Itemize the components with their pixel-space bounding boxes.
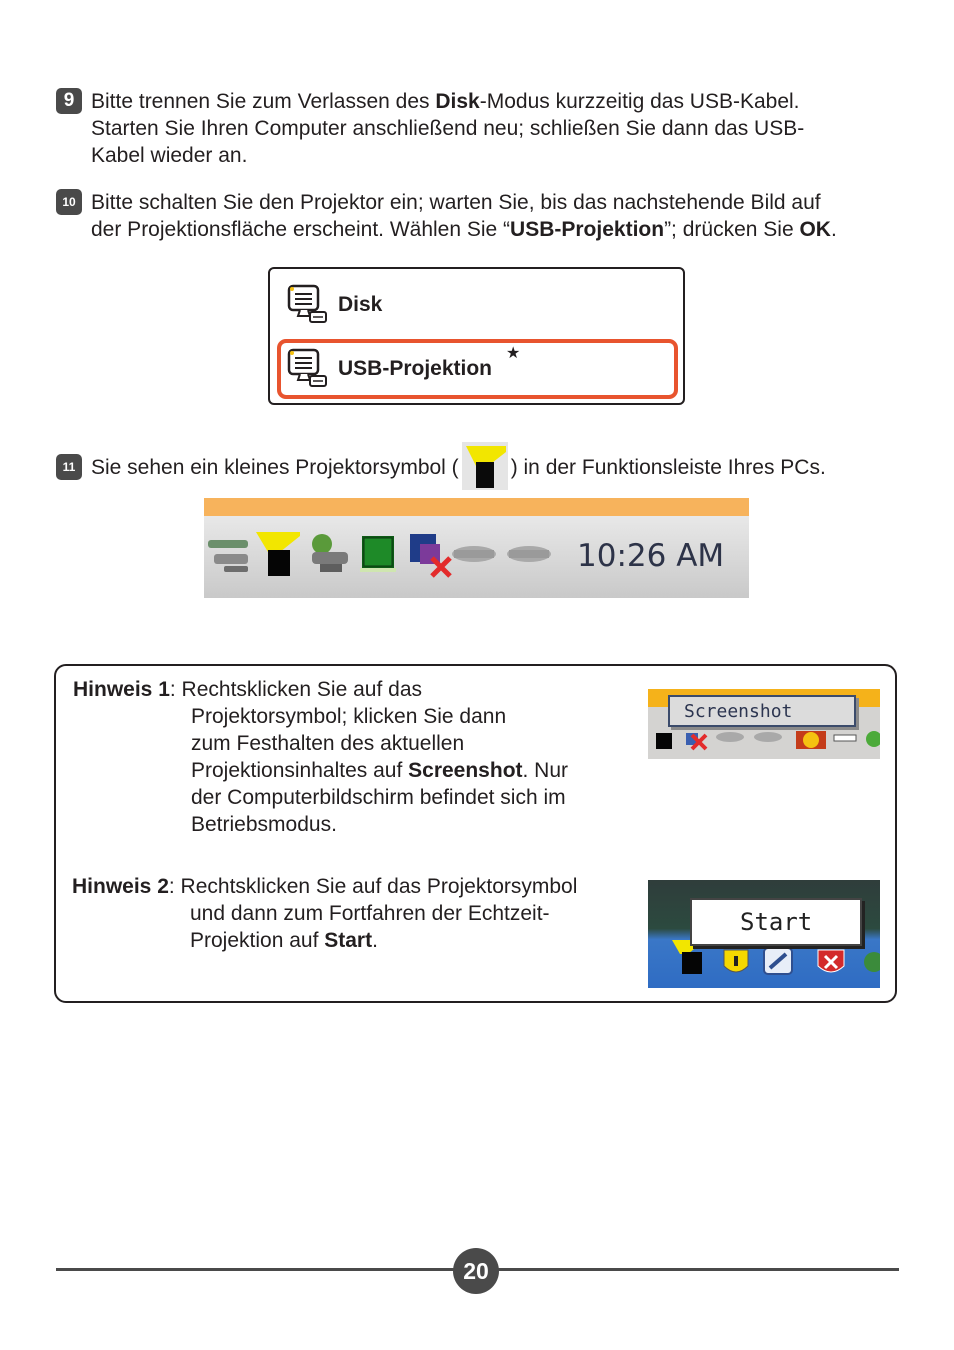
projector-tray-icon bbox=[462, 442, 508, 490]
start-menu-item[interactable]: Start bbox=[690, 898, 862, 946]
screenshot-menu-image bbox=[648, 689, 880, 759]
bold-term: Start bbox=[324, 929, 373, 952]
clock: 10:26 AM bbox=[577, 538, 725, 574]
menu-item-label: Disk bbox=[338, 293, 383, 316]
text-segment: ”; drücken Sie bbox=[664, 218, 800, 241]
text-segment: : Rechtsklicken Sie auf das bbox=[169, 678, 422, 701]
menu-item-usb-projektion[interactable] bbox=[286, 347, 492, 391]
step-number-badge: 11 bbox=[56, 454, 82, 480]
step-11 bbox=[56, 454, 896, 481]
network-icon bbox=[208, 540, 248, 572]
text-line: Kabel wieder an. bbox=[91, 144, 248, 167]
bold-term: OK bbox=[799, 218, 831, 241]
text-segment: Projektionsinhaltes auf bbox=[191, 759, 409, 782]
drive-icon bbox=[452, 546, 551, 562]
text-line: Projektorsymbol; klicken Sie dann bbox=[191, 705, 507, 728]
step-text bbox=[91, 88, 896, 169]
step-text bbox=[91, 189, 896, 243]
step-9 bbox=[56, 88, 896, 169]
projector-icon bbox=[256, 532, 300, 576]
text-line: Starten Sie Ihren Computer anschließend neu; schließen Sie dann das USB- bbox=[91, 117, 805, 140]
text-line: und dann zum Fortfahren der Echtzeit- bbox=[190, 902, 550, 925]
bold-term: Screenshot bbox=[408, 759, 523, 782]
taskbar-screenshot bbox=[204, 498, 749, 598]
step-number-badge: 10 bbox=[56, 189, 82, 215]
text-segment: -Modus kurzzeitig das USB-Kabel. bbox=[479, 90, 800, 113]
hint-label: Hinweis 1 bbox=[73, 678, 170, 701]
text-segment: : Rechtsklicken Sie auf das Projektorsymbol bbox=[168, 875, 578, 898]
step-number-badge: 9 bbox=[56, 88, 82, 114]
monitor-usb-icon bbox=[286, 347, 330, 391]
bold-term: Disk bbox=[435, 90, 480, 113]
display-error-icon bbox=[410, 534, 450, 576]
text-segment: . Nur bbox=[522, 759, 569, 782]
star-icon: ★ bbox=[506, 345, 521, 362]
text-segment: Bitte trennen Sie zum Verlassen des bbox=[91, 90, 436, 113]
screenshot-menu-item[interactable]: Screenshot bbox=[668, 695, 856, 727]
menu-item-disk[interactable] bbox=[286, 283, 382, 327]
start-menu-image bbox=[648, 880, 880, 988]
text-segment: der Projektionsfläche erscheint. Wählen Sie “ bbox=[91, 218, 511, 241]
hint-1 bbox=[73, 676, 633, 838]
taskbar-top-strip bbox=[204, 498, 749, 516]
text-line: zum Festhalten des aktuellen bbox=[191, 732, 465, 755]
page-number: 20 bbox=[453, 1248, 499, 1294]
hint-label: Hinweis 2 bbox=[72, 875, 169, 898]
hint-2 bbox=[72, 873, 632, 954]
tray-icons bbox=[648, 725, 880, 755]
hardware-icon bbox=[312, 534, 348, 572]
text-line: Bitte schalten Sie den Projektor ein; warten Sie, bis das nachstehende Bild auf bbox=[91, 191, 821, 214]
step-10 bbox=[56, 189, 896, 243]
text-segment: . bbox=[372, 929, 378, 952]
tray-icons bbox=[204, 526, 574, 586]
text-segment: . bbox=[830, 218, 837, 241]
text-segment: Sie sehen ein kleines Projektorsymbol ( bbox=[91, 456, 459, 479]
projector-menu bbox=[268, 267, 685, 405]
bold-term: USB-Projektion bbox=[510, 218, 665, 241]
monitor-usb-icon bbox=[286, 283, 330, 327]
text-segment: Projektion auf bbox=[190, 929, 325, 952]
text-line: Betriebsmodus. bbox=[191, 813, 337, 836]
text-line: der Computerbildschirm befindet sich im bbox=[191, 786, 566, 809]
grid-icon bbox=[360, 536, 396, 572]
step-text bbox=[91, 454, 896, 481]
menu-item-label: USB-Projektion bbox=[338, 357, 493, 380]
text-segment: ) in der Funktionsleiste Ihres PCs. bbox=[510, 456, 826, 479]
